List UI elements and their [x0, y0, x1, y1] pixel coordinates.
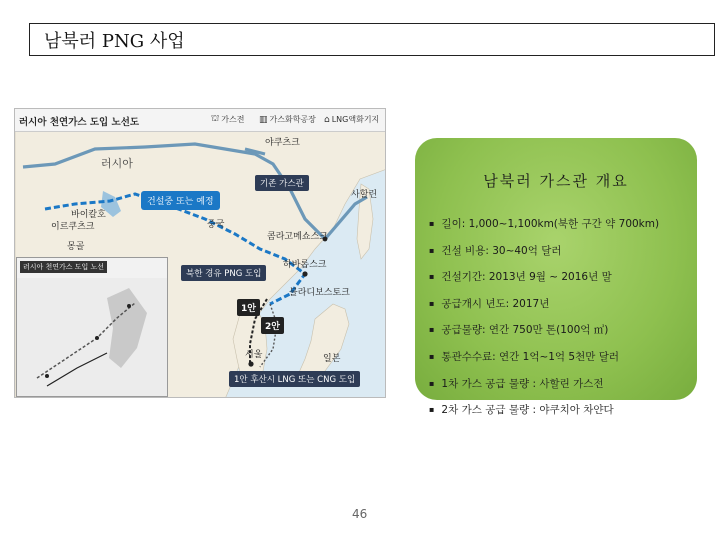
panel-title: 남북러 가스관 개요: [483, 172, 629, 190]
map-label-mongolia: 몽골: [67, 242, 85, 252]
fact-text: 공급개시 년도: 2017년: [441, 297, 550, 310]
gas-field-icon: ⛫: [211, 114, 220, 124]
map-label-existing-pipeline: 기존 가스관: [255, 175, 309, 191]
fact-text: 2차 가스 공급 물량 : 야쿠치아 차얀다: [441, 404, 614, 417]
inset-title: 러시아 천연가스 도입 노선: [20, 261, 107, 273]
fact-text: 건설 비용: 30~40억 달러: [441, 244, 562, 257]
gas-pipeline-overview-panel: [415, 138, 697, 417]
bullet-icon: ▪: [429, 405, 435, 415]
map-header: [15, 109, 385, 132]
bullet-icon: ▪: [429, 378, 435, 388]
map-label-china: 중국: [207, 220, 225, 230]
map-label-sakhalin: 사할린: [351, 190, 378, 200]
bullet-icon: ▪: [429, 245, 435, 255]
map-label-alt1: 1안: [237, 299, 260, 316]
map-label-nk-png: 북한 경유 PNG 도입: [181, 265, 266, 281]
fact-supply-volume: [429, 317, 659, 344]
map-label-japan: 일본: [323, 354, 341, 364]
fact-first-supply: [429, 371, 659, 398]
legend-gas-chemical-plant: [259, 114, 316, 125]
bullet-icon: ▪: [429, 351, 435, 361]
fact-construction-period: [429, 264, 659, 291]
legend-lng-terminal: [324, 114, 379, 125]
fact-text: 1차 가스 공급 물량 : 사할린 가스전: [441, 377, 604, 390]
pipeline-route-map: [14, 108, 386, 398]
slide-title: 남북러 PNG 사업: [29, 23, 715, 56]
bullet-icon: ▪: [429, 325, 435, 335]
map-label-russia: 러시아: [101, 157, 133, 170]
fact-text: 통관수수료: 연간 1억~1억 5천만 달러: [441, 350, 620, 363]
fact-text: 공급물량: 연간 750만 톤(100억 ㎥): [441, 324, 609, 337]
legend-label: LNG액화기지: [331, 115, 380, 124]
map-header-title: 러시아 천연가스 도입 노선도: [19, 117, 140, 128]
fact-construction-cost: [429, 238, 659, 265]
map-label-planned: 건설중 또는 예정: [141, 191, 220, 210]
fact-supply-start: [429, 291, 659, 318]
fact-transit-fee: [429, 344, 659, 371]
map-label-komsomolsk: 콤라고메쇼스크: [267, 232, 328, 242]
route-detail-inset: [16, 257, 168, 397]
map-label-khabarovsk: 하바롭스크: [283, 260, 327, 270]
map-label-seoul: 서울: [245, 350, 263, 360]
fact-length: [429, 211, 659, 238]
bullet-icon: ▪: [429, 298, 435, 308]
legend-gas-field: [211, 114, 244, 125]
inset-map-graphic: [17, 258, 167, 396]
map-label-yakutsk: 야쿠츠크: [265, 138, 300, 148]
map-label-lng-cng: 1안 후산시 LNG 또는 CNG 도입: [229, 371, 360, 387]
map-label-baikal: 바이칼호: [71, 210, 106, 220]
bullet-icon: ▪: [429, 272, 435, 282]
bullet-icon: ▪: [429, 219, 435, 228]
map-label-irkutsk: 이르쿠츠크: [51, 222, 95, 232]
fact-second-supply: [429, 397, 659, 424]
map-label-alt2: 2안: [261, 317, 284, 334]
fact-text: 길이: 1,000~1,100km(북한 구간 약 700km): [441, 218, 660, 230]
map-label-vladivostok: 블라디보스토크: [289, 288, 350, 298]
gas-chemical-plant-icon: ▥: [259, 114, 268, 125]
page-number: 46: [352, 507, 368, 521]
lng-terminal-icon: ⌂: [324, 114, 330, 125]
legend-label: 가스화학공장: [269, 115, 316, 124]
legend-label: 가스전: [221, 115, 245, 124]
fact-text: 건설기간: 2013년 9월 ~ 2016년 말: [441, 271, 612, 284]
overview-fact-list: [429, 211, 659, 424]
